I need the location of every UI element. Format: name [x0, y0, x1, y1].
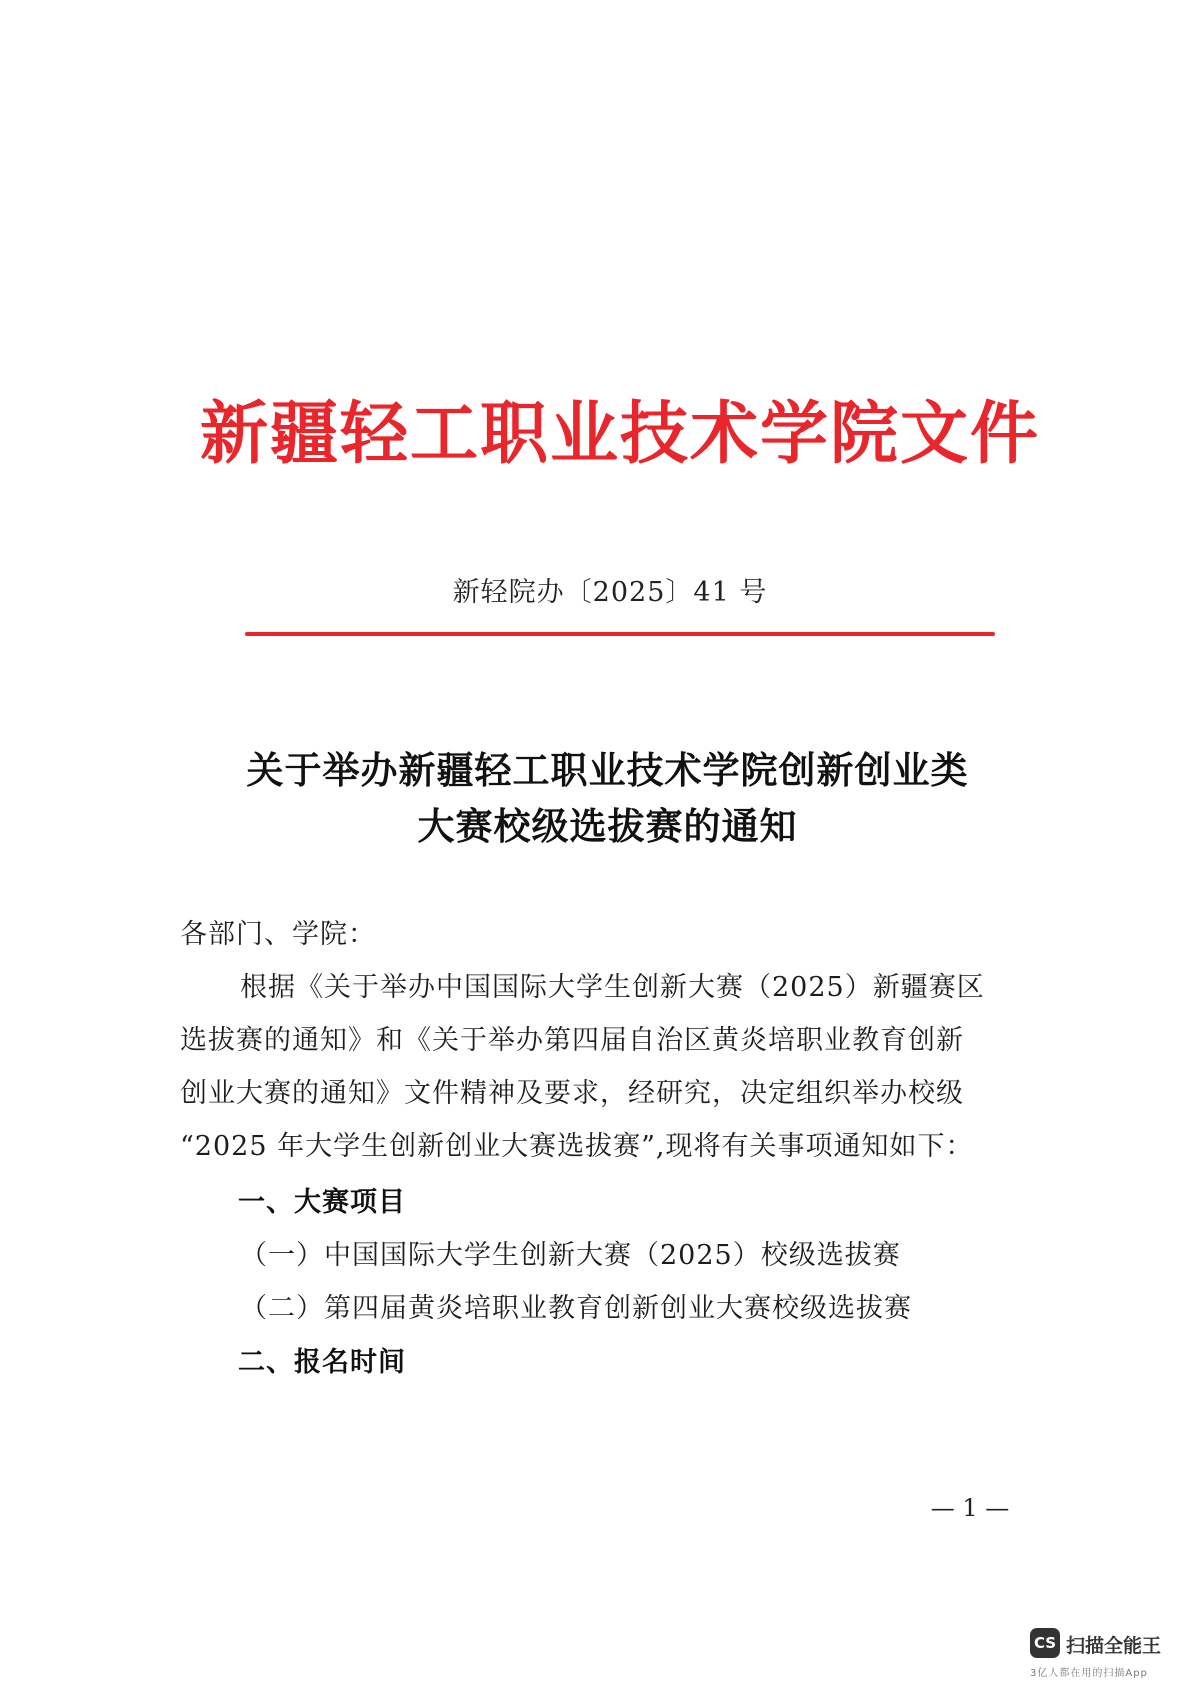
scanner-watermark: [1030, 1628, 1180, 1682]
red-divider-line: [245, 632, 995, 636]
section-heading-competition-items: 一、大赛项目: [238, 1187, 406, 1218]
page-number: — 1 —: [930, 1494, 1010, 1522]
watermark-tagline: 3亿人都在用的扫描App: [1030, 1668, 1148, 1679]
section-heading-registration-time: 二、报名时间: [238, 1347, 406, 1378]
document-number: 新轻院办〔2025〕41 号: [452, 577, 768, 608]
paragraph-line-3: 创业大赛的通知》文件精神及要求，经研究，决定组织举办校级: [180, 1078, 964, 1109]
notice-title-line-2: 大赛校级选拔赛的通知: [417, 804, 798, 848]
paragraph-line-4: “2025 年大学生创新创业大赛选拔赛”,现将有关事项通知如下：: [180, 1131, 974, 1162]
competition-item-1: （一）中国国际大学生创新大赛（2025）校级选拔赛: [240, 1240, 901, 1271]
competition-item-2: （二）第四届黄炎培职业教育创新创业大赛校级选拔赛: [240, 1293, 912, 1324]
paragraph-line-1: 根据《关于举办中国国际大学生创新大赛（2025）新疆赛区: [240, 972, 985, 1003]
salutation: 各部门、学院：: [180, 919, 376, 950]
watermark-app-name: 扫描全能王: [1066, 1635, 1162, 1657]
paragraph-line-2: 选拔赛的通知》和《关于举办第四届自治区黄炎培职业教育创新: [180, 1025, 964, 1056]
notice-title: [150, 742, 1065, 854]
issuing-organization-title: 新疆轻工职业技术学院文件: [200, 394, 1041, 474]
notice-title-line-1: 关于举办新疆轻工职业技术学院创新创业类: [246, 748, 969, 792]
camscanner-logo-icon: CS: [1030, 1628, 1060, 1658]
